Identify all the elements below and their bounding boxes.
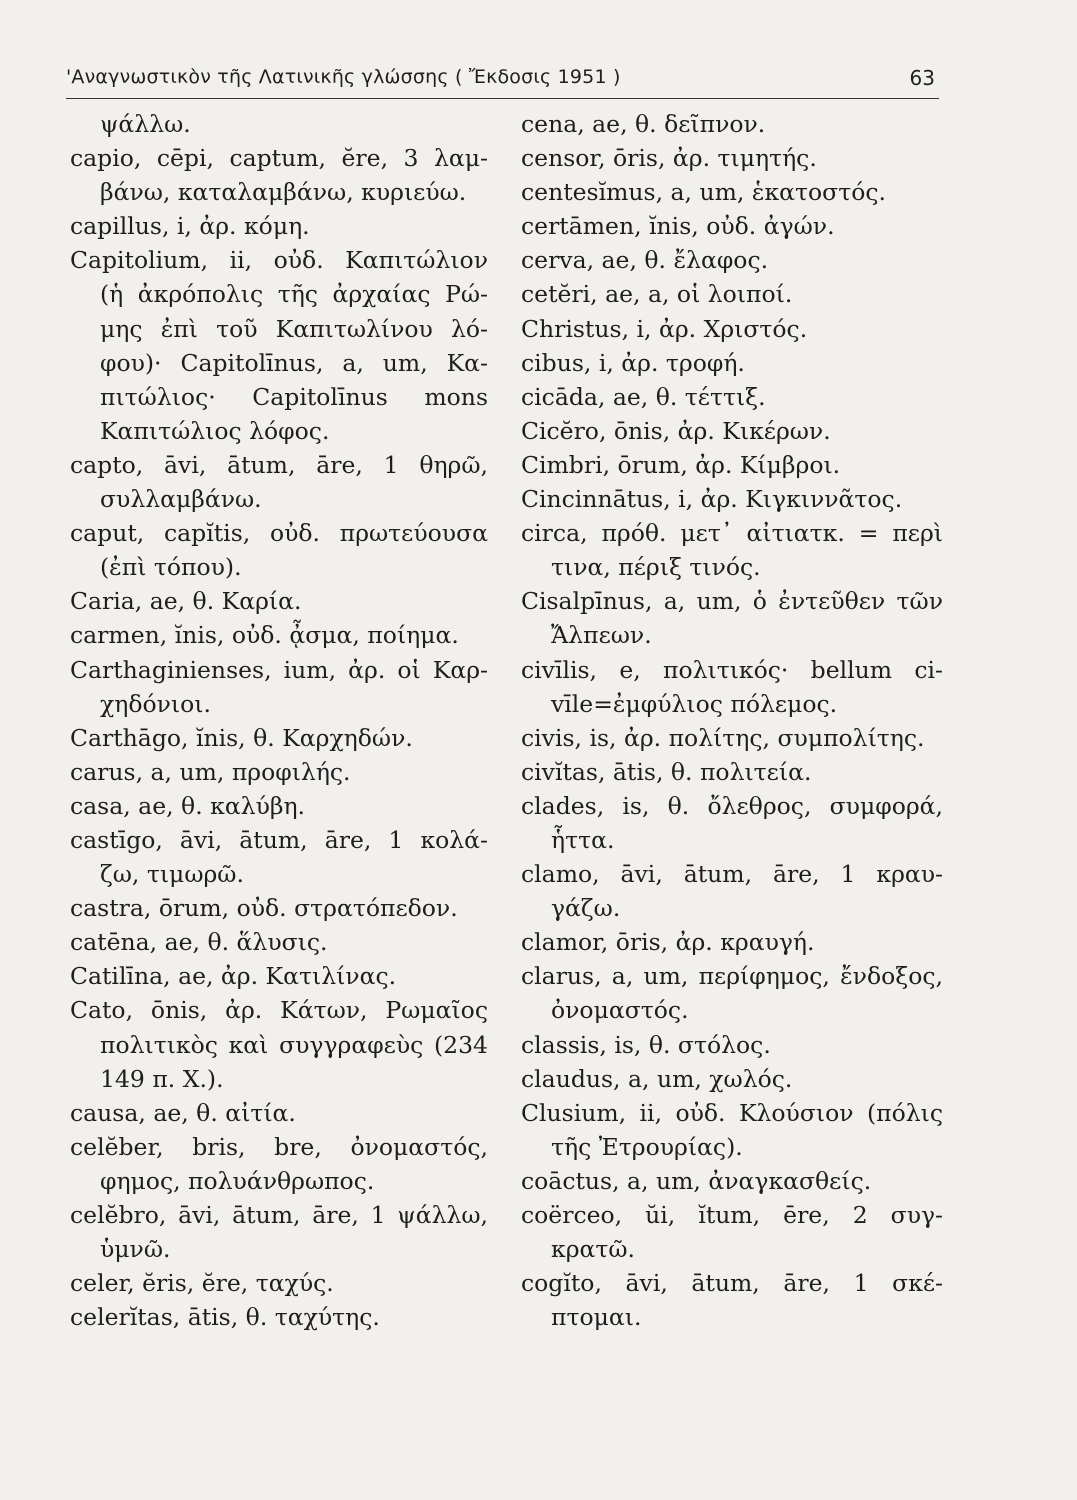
dictionary-line: cicāda, ae, θ. τέττιξ.: [521, 382, 766, 411]
dictionary-line: civis, is, ἀρ. πολίτης, συμπολίτης.: [521, 723, 925, 752]
dictionary-line: συλλαμβάνω.: [100, 485, 262, 514]
dictionary-line: censor, ōris, ἀρ. τιμητής.: [521, 144, 817, 173]
dictionary-line: caput, capĭtis, οὐδ. πρωτεύουσα: [70, 519, 488, 548]
dictionary-line: cena, ae, θ. δεῖπνον.: [521, 110, 766, 138]
dictionary-line: celĕbro, āvi, ātum, āre, 1 ψάλλω,: [70, 1201, 488, 1229]
dictionary-line: κρατῶ.: [551, 1235, 636, 1264]
dictionary-line: carmen, ĭnis, οὐδ. ᾆσμα, ποίημα.: [70, 621, 459, 650]
dictionary-line: Carthāgo, ĭnis, θ. Καρχηδών.: [70, 723, 413, 752]
dictionary-line: clamor, ōris, ἀρ. κραυγή.: [521, 928, 815, 957]
right-column: [521, 107, 943, 1334]
dictionary-line: clamo, āvi, ātum, āre, 1 κραυ-: [521, 860, 943, 889]
dictionary-line: 149 π. Χ.).: [100, 1064, 224, 1093]
running-header: [66, 64, 939, 99]
dictionary-line: capillus, i, ἀρ. κόμη.: [70, 212, 310, 241]
dictionary-line: circa, πρόθ. μετ᾽ αἰτιατκ. = περὶ: [521, 519, 943, 548]
dictionary-line: Cisalpīnus, a, um, ὁ ἐντεῦθεν τῶν: [521, 587, 943, 616]
dictionary-line: ψάλλω.: [100, 110, 191, 138]
dictionary-line: Cato, ōnis, ἀρ. Κάτων, Ρωμαῖος: [70, 996, 488, 1025]
dictionary-line: claudus, a, um, χωλός.: [521, 1064, 793, 1093]
dictionary-line: clades, is, θ. ὄλεθρος, συμφορά,: [521, 791, 943, 820]
dictionary-line: cogĭto, āvi, ātum, āre, 1 σκέ-: [521, 1269, 943, 1298]
dictionary-line: catēna, ae, θ. ἅλυσις.: [70, 928, 328, 957]
dictionary-line: classis, is, θ. στόλος.: [521, 1030, 771, 1059]
dictionary-line: castīgo, āvi, ātum, āre, 1 κολά-: [70, 825, 488, 854]
dictionary-line: causa, ae, θ. αἰτία.: [70, 1098, 296, 1127]
dictionary-line: Carthaginienses, ium, ἀρ. οἱ Καρ-: [70, 655, 488, 684]
dictionary-line: civĭtas, ātis, θ. πολιτεία.: [521, 757, 812, 786]
dictionary-line: Caria, ae, θ. Καρία.: [70, 587, 302, 616]
dictionary-line: γάζω.: [551, 894, 621, 923]
page-number: 63: [909, 66, 935, 90]
dictionary-line: πολιτικὸς καὶ συγγραφεὺς (234: [100, 1030, 488, 1059]
dictionary-line: Catilīna, ae, ἀρ. Κατιλίνας.: [70, 962, 397, 991]
dictionary-line: (ἡ ἀκρόπολις τῆς ἀρχαίας Ρώ-: [100, 280, 488, 309]
dictionary-line: ὑμνῶ.: [100, 1235, 171, 1264]
dictionary-line: celĕber, bris, bre, ὀνομαστός,: [70, 1132, 488, 1161]
dictionary-line: πτομαι.: [551, 1303, 642, 1332]
dictionary-line: ζω, τιμωρῶ.: [100, 860, 244, 889]
left-column: [70, 107, 488, 1334]
dictionary-line: casa, ae, θ. καλύβη.: [70, 791, 305, 820]
dictionary-line: cibus, i, ἀρ. τροφή.: [521, 348, 745, 377]
dictionary-line: τῆς Ἐτρουρίας).: [551, 1132, 743, 1161]
dictionary-line: cerva, ae, θ. ἔλαφος.: [521, 246, 769, 275]
dictionary-line: βάνω, καταλαμβάνω, κυριεύω.: [100, 178, 467, 207]
dictionary-line: celer, ĕris, ĕre, ταχύς.: [70, 1269, 334, 1298]
dictionary-line: φημος, πολυάνθρωπος.: [100, 1166, 375, 1195]
dictionary-line: clarus, a, um, περίφημος, ἔνδοξος,: [521, 962, 943, 991]
dictionary-line: μης ἐπὶ τοῦ Καπιτωλίνου λό-: [100, 314, 488, 343]
dictionary-line: civīlis, e, πολιτικός· bellum ci-: [521, 655, 943, 684]
dictionary-line: τινα, πέριξ τινός.: [551, 553, 761, 582]
dictionary-line: ἧττα.: [551, 825, 615, 854]
dictionary-line: centesĭmus, a, um, ἑκατοστός.: [521, 178, 886, 207]
dictionary-line: Christus, i, ἀρ. Χριστός.: [521, 314, 808, 343]
dictionary-line: vīle=ἐμφύλιος πόλεμος.: [551, 689, 838, 718]
dictionary-line: coërceo, ŭi, ĭtum, ēre, 2 συγ-: [521, 1201, 943, 1229]
dictionary-line: Cincinnātus, i, ἀρ. Κιγκιννᾶτος.: [521, 485, 903, 514]
dictionary-line: capto, āvi, ātum, āre, 1 θηρῶ,: [70, 450, 488, 479]
dictionary-line: celerĭtas, ātis, θ. ταχύτης.: [70, 1303, 380, 1332]
dictionary-line: capio, cēpi, captum, ĕre, 3 λαμ-: [70, 144, 488, 173]
dictionary-line: ὀνομαστός.: [551, 996, 689, 1025]
dictionary-line: castra, ōrum, οὐδ. στρατόπεδον.: [70, 894, 458, 923]
dictionary-line: Capitolium, ii, οὐδ. Καπιτώλιον: [70, 246, 488, 275]
dictionary-line: χηδόνιοι.: [100, 689, 211, 718]
dictionary-line: certāmen, ĭnis, οὐδ. ἀγών.: [521, 212, 835, 241]
header-title: 'Αναγνωστικὸν τῆς Λατινικῆς γλώσσης ( Ἔκδοσις 1951 ): [66, 66, 621, 88]
dictionary-line: Cicĕro, ōnis, ἀρ. Κικέρων.: [521, 416, 831, 445]
dictionary-line: Clusium, ii, οὐδ. Κλούσιον (πόλις: [521, 1098, 943, 1127]
dictionary-line: φου)· Capitolīnus, a, um, Κα-: [100, 348, 488, 377]
dictionary-line: coāctus, a, um, ἀναγκασθείς.: [521, 1166, 872, 1195]
dictionary-line: πιτώλιος· Capitolīnus mons: [100, 382, 488, 411]
dictionary-line: Καπιτώλιος λόφος.: [100, 416, 330, 445]
dictionary-line: cetĕri, ae, a, οἱ λοιποί.: [521, 280, 793, 309]
dictionary-line: (ἐπὶ τόπου).: [100, 553, 242, 582]
dictionary-line: Ἄλπεων.: [551, 621, 652, 650]
dictionary-line: Cimbri, ōrum, ἀρ. Κίμβροι.: [521, 450, 841, 479]
dictionary-line: carus, a, um, προφιλής.: [70, 757, 351, 786]
